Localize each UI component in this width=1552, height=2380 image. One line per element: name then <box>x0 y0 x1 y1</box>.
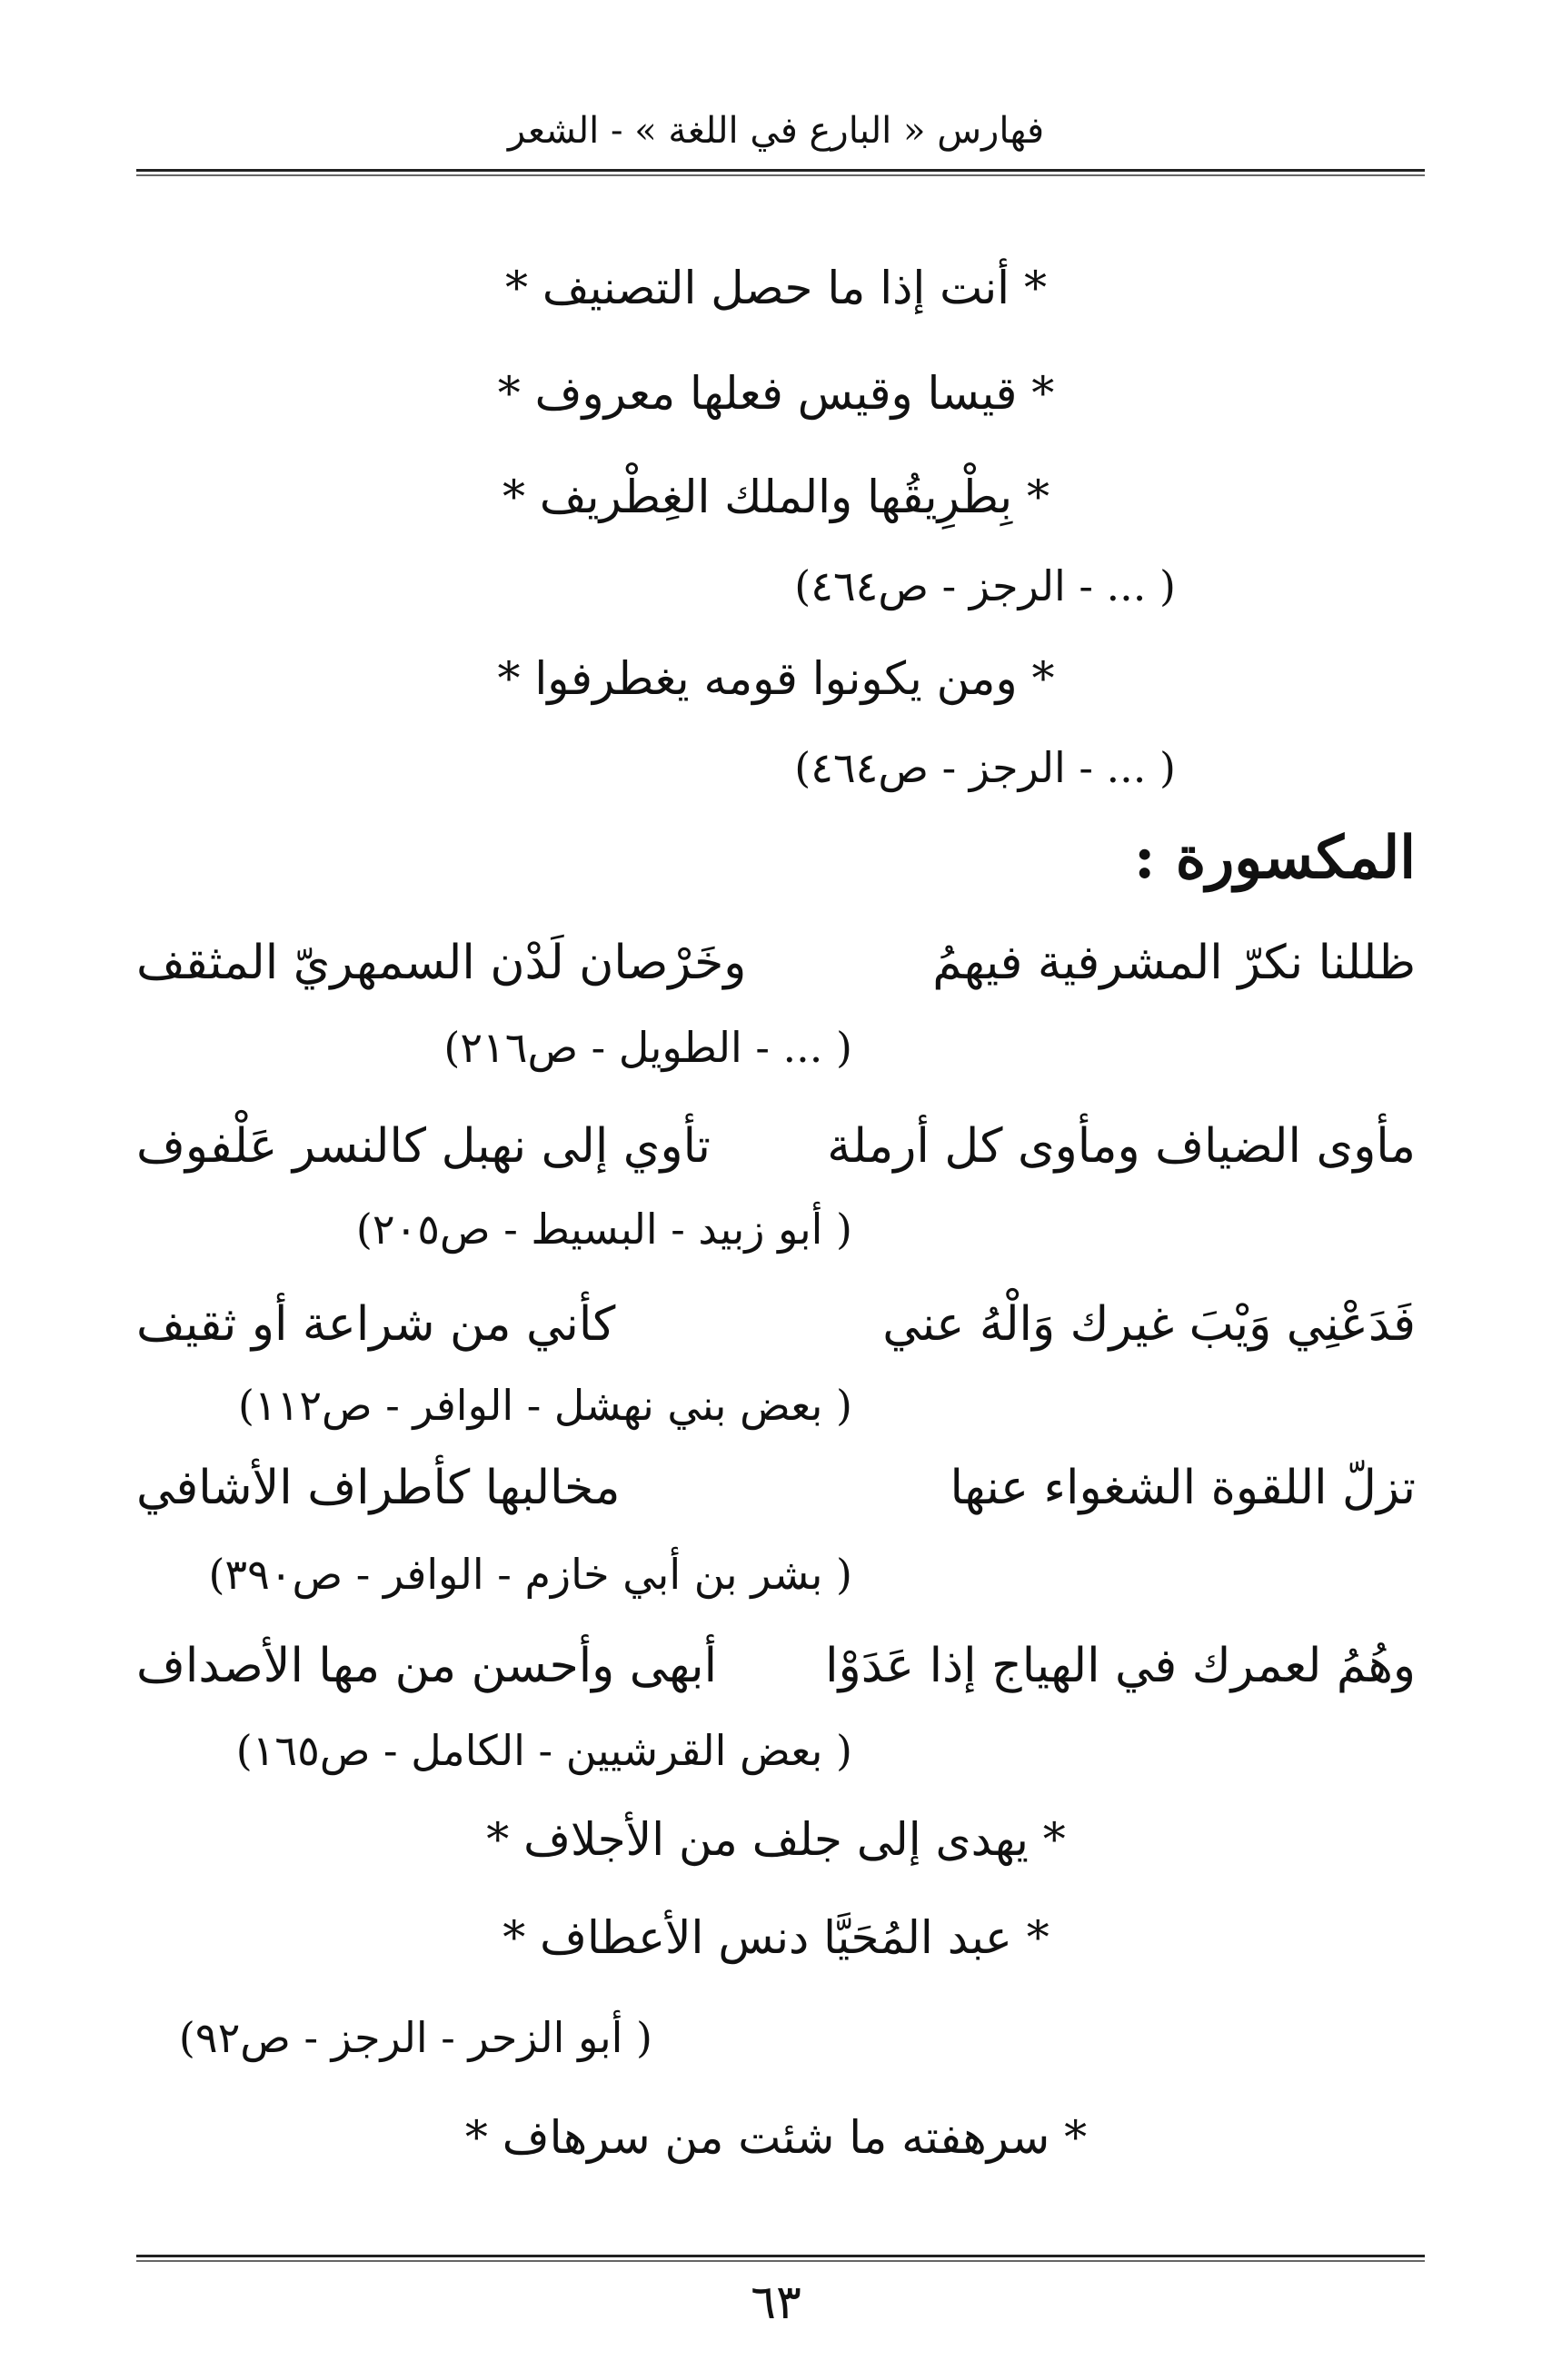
source-reference: ( بعض بني نهشل - الوافر - ص١١٢) <box>237 1381 852 1430</box>
rajaz-line: * عبد المُحَيَّا دنس الأعطاف * <box>502 1911 1050 1964</box>
source-reference: ( ... - الرجز - ص٤٦٤) <box>794 561 1176 610</box>
verse-first-hemistich: تزلّ اللقوة الشغواء عنها <box>950 1461 1416 1515</box>
verse-first-hemistich: فَدَعْنِي وَيْبَ غيرك وَالْهُ عني <box>882 1297 1416 1352</box>
section-heading: المكسورة : <box>1133 824 1416 892</box>
verse-second-hemistich: وخَرْصان لَدْن السمهريّ المثقف <box>136 936 747 990</box>
verse-row <box>136 1288 1416 1361</box>
verse-row <box>136 1630 1416 1702</box>
verse-first-hemistich: وهُمُ لعمرك في الهياج إذا عَدَوْا <box>825 1639 1416 1693</box>
footer-rule <box>136 2255 1425 2262</box>
verse-second-hemistich: تأوي إلى نهبل كالنسر عَلْفوف <box>136 1119 711 1174</box>
running-header: فهارس « البارع في اللغة » - الشعر <box>507 110 1045 152</box>
rajaz-line: * يهدى إلى جلف من الأجلاف * <box>486 1813 1066 1866</box>
source-reference: ( بشر بن أبي خازم - الوافر - ص٣٩٠) <box>208 1550 852 1599</box>
rajaz-line: * ومن يكونوا قومه يغطرفوا * <box>497 652 1055 705</box>
rajaz-line: * سرهفته ما شئت من سرهاف * <box>464 2111 1088 2164</box>
verse-row <box>136 1452 1416 1524</box>
rajaz-line: * قيسا وقيس فعلها معروف * <box>497 367 1055 420</box>
source-reference: ( ... - الرجز - ص٤٦٤) <box>794 743 1176 792</box>
verse-first-hemistich: ظللنا نكرّ المشرفية فيهمُ <box>932 936 1416 990</box>
verse-row <box>136 927 1416 999</box>
source-reference: ( بعض القرشيين - الكامل - ص١٦٥) <box>235 1726 852 1775</box>
verse-second-hemistich: مخالبها كأطراف الأشافي <box>136 1461 621 1515</box>
verse-first-hemistich: مأوى الضياف ومأوى كل أرملة <box>827 1119 1416 1174</box>
header-rule <box>136 169 1425 176</box>
source-reference: ( ... - الطويل - ص٢١٦) <box>443 1023 852 1072</box>
source-reference: ( أبو زبيد - البسيط - ص٢٠٥) <box>355 1205 852 1254</box>
rajaz-line: * بِطْرِيقُها والملك الغِطْريف * <box>502 471 1050 523</box>
source-reference: ( أبو الزحر - الرجز - ص٩٢) <box>178 2013 652 2062</box>
verse-row <box>136 1110 1416 1183</box>
verse-second-hemistich: أبهى وأحسن من مها الأصداف <box>136 1639 718 1693</box>
page-number: ٦٣ <box>751 2276 801 2330</box>
verse-second-hemistich: كأني من شراعة أو ثقيف <box>136 1297 616 1352</box>
rajaz-line: * أنت إذا ما حصل التصنيف * <box>505 262 1047 314</box>
